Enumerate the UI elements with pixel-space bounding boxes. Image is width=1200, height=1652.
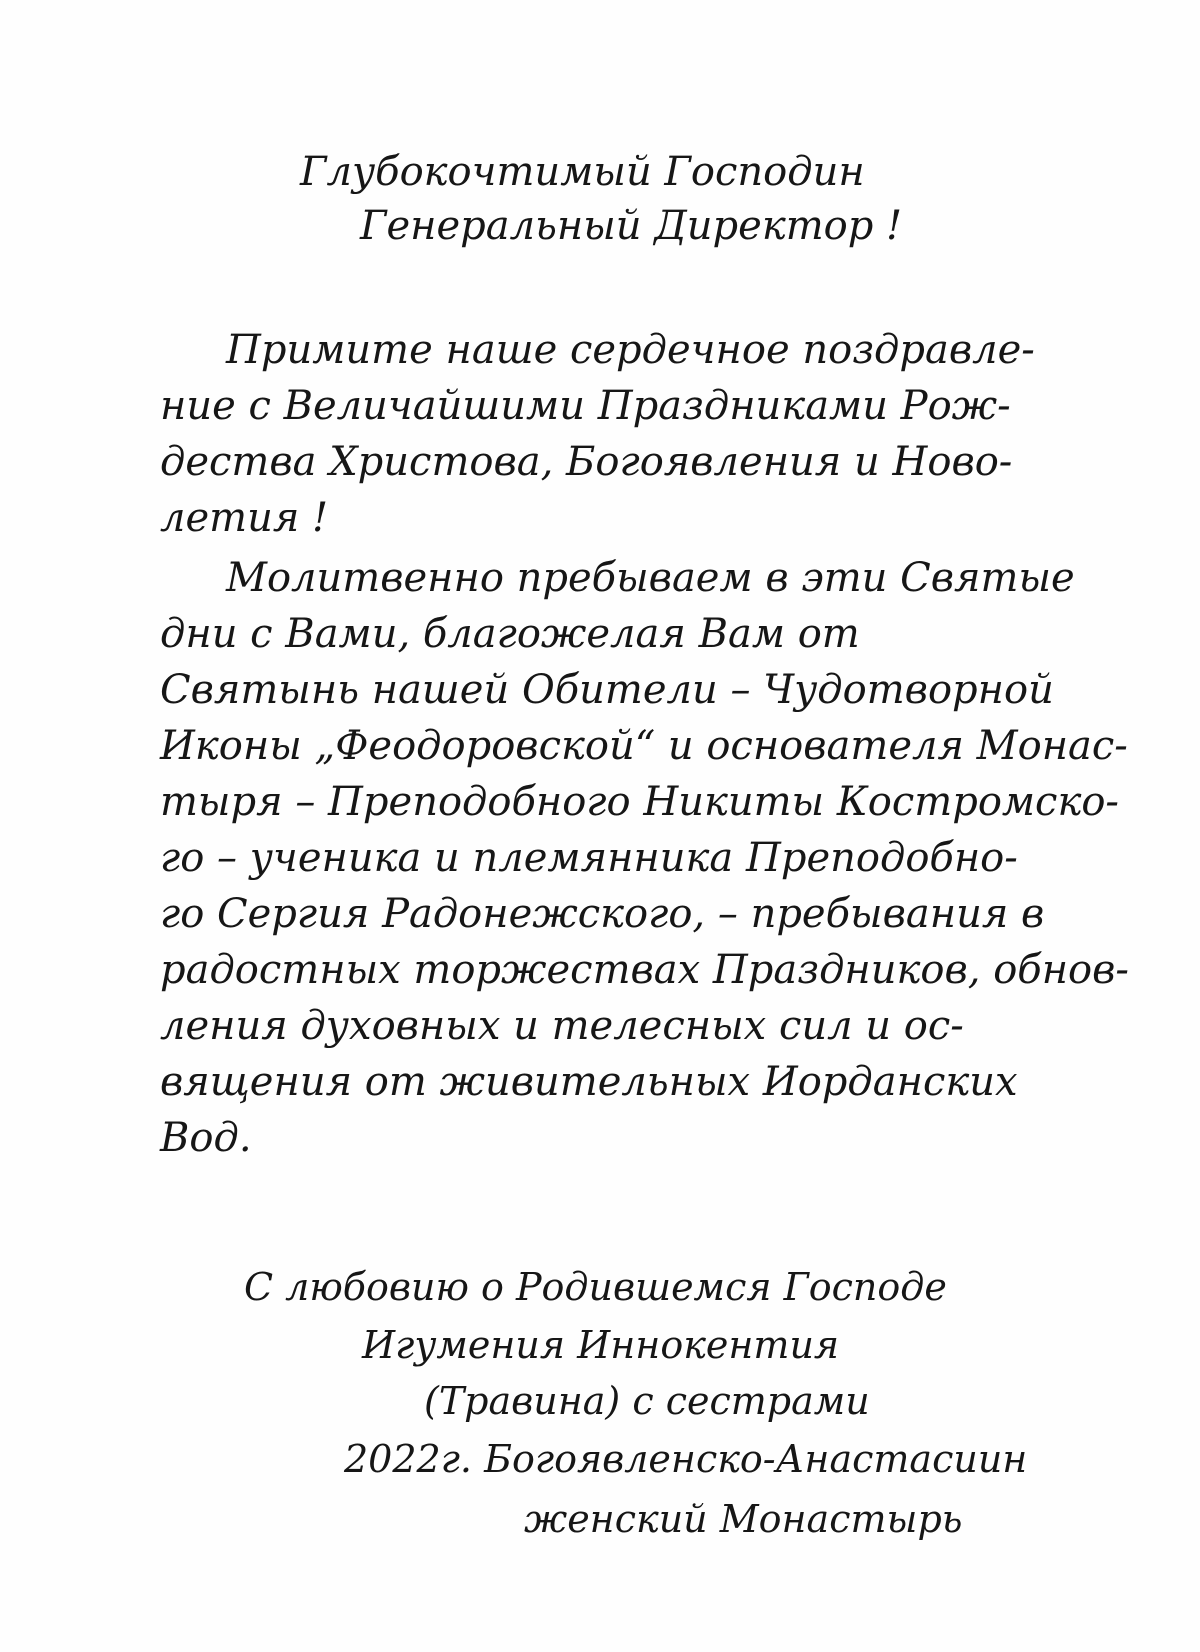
salutation-line: Генеральный Директор ! — [360, 203, 903, 249]
body-line: Молитвенно пребываем в эти Святые — [226, 555, 1075, 601]
body-line: дества Христова, Богоявления и Ново- — [160, 439, 1013, 485]
body-line: го Сергия Радонежского, – пребывания в — [160, 891, 1045, 937]
closing-line: Игумения Иннокентия — [362, 1323, 840, 1367]
closing-line: женский Монастырь — [524, 1497, 963, 1541]
salutation-line: Глубокочтимый Господин — [300, 149, 865, 195]
closing-line: (Травина) с сестрами — [424, 1379, 870, 1423]
body-line: ние с Величайшими Праздниками Рож- — [160, 383, 1011, 429]
closing-line: С любовию о Родившемся Господе — [244, 1265, 947, 1309]
body-line: Иконы „Феодоровской“ и основателя Монас- — [160, 723, 1128, 769]
body-line: радостных торжествах Праздников, обнов- — [160, 947, 1129, 993]
body-line: го – ученика и племянника Преподобно- — [160, 835, 1018, 881]
body-line: дни с Вами, благожелая Вам от — [160, 611, 860, 657]
closing-line: 2022г. Богоявленско-Анастасиин — [344, 1437, 1028, 1481]
body-line: тыря – Преподобного Никиты Костромско- — [160, 779, 1119, 825]
body-line: Святынь нашей Обители – Чудотворной — [160, 667, 1054, 713]
body-line: летия ! — [160, 495, 329, 541]
body-line: Вод. — [160, 1115, 252, 1161]
body-line: ления духовных и телесных сил и ос- — [160, 1003, 964, 1049]
body-line: Примите наше сердечное поздравле- — [226, 327, 1035, 373]
body-line: вящения от живительных Иорданских — [160, 1059, 1018, 1105]
